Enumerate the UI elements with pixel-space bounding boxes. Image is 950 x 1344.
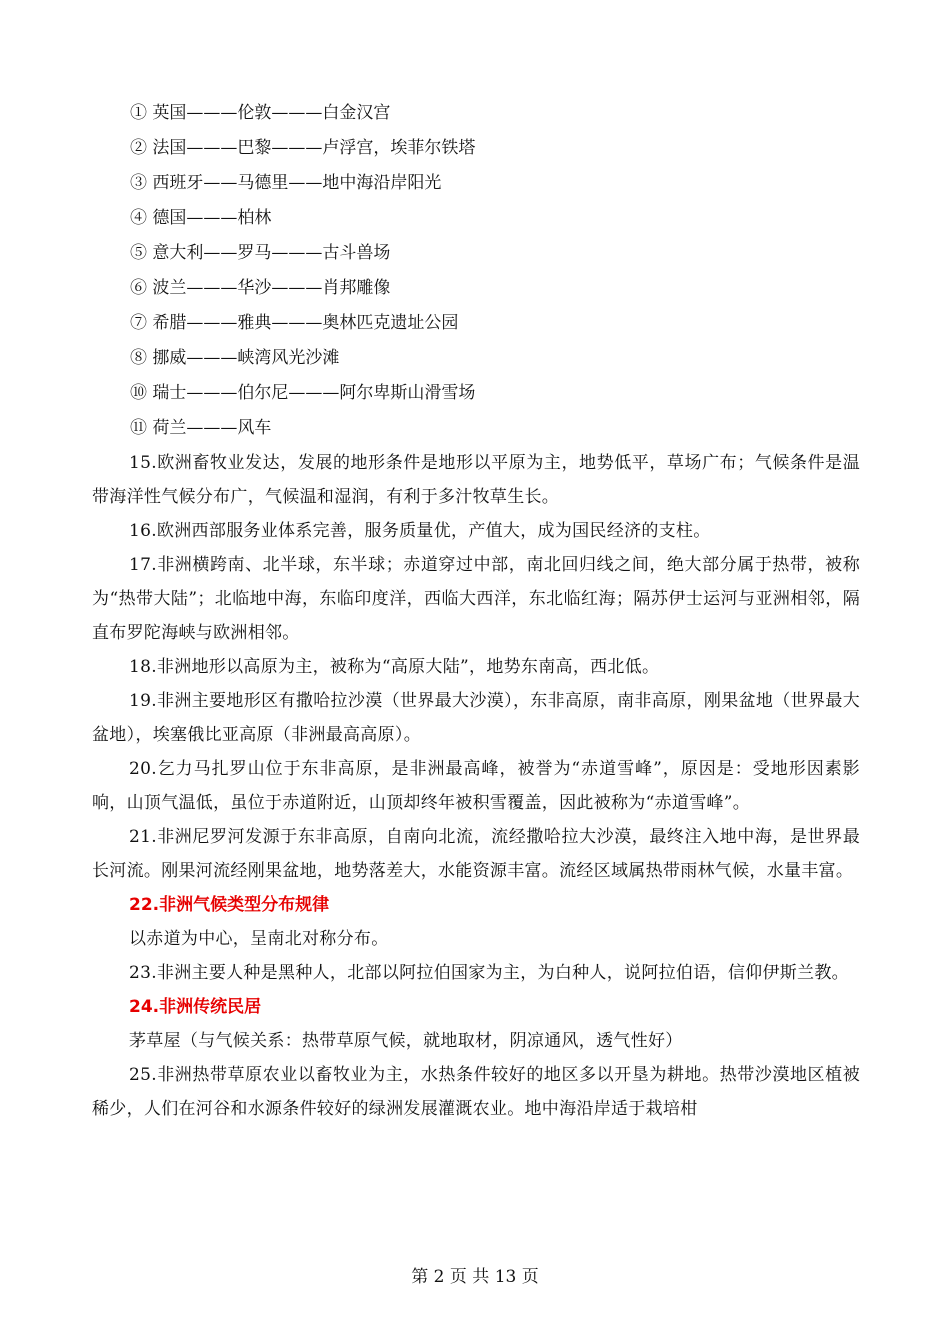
paragraph-22: 以赤道为中心，呈南北对称分布。	[129, 929, 389, 949]
list-item: ⑦ 希腊———雅典———奥林匹克遗址公园	[130, 313, 459, 333]
paragraph-17: 17.非洲横跨南、北半球，东半球；赤道穿过中部，南北回归线之间，绝大部分属于热带，被称为“热带大陆”；北临地中海，东临印度洋，西临大西洋，东北临红海；隔苏伊士运河与亚洲相邻，隔直布罗陀海峡与欧洲相邻。	[92, 555, 860, 643]
page-footer: 第 2 页 共 13 页	[411, 1267, 539, 1287]
heading-22: 22.非洲气候类型分布规律	[129, 895, 330, 915]
paragraph-21: 21.非洲尼罗河发源于东非高原，自南向北流，流经撒哈拉大沙漠，最终注入地中海，是世界最长河流。刚果河流经刚果盆地，地势落差大，水能资源丰富。流经区域属热带雨林气候，水量丰富。	[92, 827, 860, 881]
list-item: ⑪ 荷兰———风车	[130, 418, 272, 438]
heading-24: 24.非洲传统民居	[129, 997, 262, 1017]
page-content	[92, 96, 860, 1126]
paragraph-20: 20.乞力马扎罗山位于东非高原，是非洲最高峰，被誉为“赤道雪峰”，原因是：受地形因素影响，山顶气温低，虽位于赤道附近，山顶却终年被积雪覆盖，因此被称为“赤道雪峰”。	[92, 759, 860, 813]
paragraph-23: 23.非洲主要人种是黑种人，北部以阿拉伯国家为主，为白种人，说阿拉伯语，信仰伊斯兰教。	[129, 963, 849, 983]
paragraph-18: 18.非洲地形以高原为主，被称为“高原大陆”，地势东南高，西北低。	[129, 657, 660, 677]
list-item: ⑩ 瑞士———伯尔尼———阿尔卑斯山滑雪场	[130, 383, 476, 403]
list-item: ⑤ 意大利——罗马———古斗兽场	[130, 243, 391, 263]
paragraph-25: 25.非洲热带草原农业以畜牧业为主，水热条件较好的地区多以开垦为耕地。热带沙漠地区植被稀少，人们在河谷和水源条件较好的绿洲发展灌溉农业。地中海沿岸适于栽培柑	[92, 1065, 860, 1119]
paragraph-19: 19.非洲主要地形区有撒哈拉沙漠（世界最大沙漠），东非高原，南非高原，刚果盆地（世界最大盆地），埃塞俄比亚高原（非洲最高高原）。	[92, 691, 860, 745]
list-item: ⑧ 挪威———峡湾风光沙滩	[130, 348, 340, 368]
list-item: ④ 德国———柏林	[130, 208, 272, 228]
paragraph-15: 15.欧洲畜牧业发达，发展的地形条件是地形以平原为主，地势低平，草场广布；气候条件是温带海洋性气候分布广，气候温和湿润，有利于多汁牧草生长。	[92, 453, 860, 507]
paragraph-24: 茅草屋（与气候关系：热带草原气候，就地取材，阴凉通风，透气性好）	[129, 1031, 683, 1051]
list-item: ③ 西班牙——马德里——地中海沿岸阳光	[130, 173, 442, 193]
list-item: ⑥ 波兰———华沙———肖邦雕像	[130, 278, 391, 298]
list-item: ② 法国———巴黎———卢浮宫，埃菲尔铁塔	[130, 138, 476, 158]
paragraph-16: 16.欧洲西部服务业体系完善，服务质量优，产值大，成为国民经济的支柱。	[129, 521, 711, 541]
list-item: ① 英国———伦敦———白金汉宫	[130, 103, 391, 123]
